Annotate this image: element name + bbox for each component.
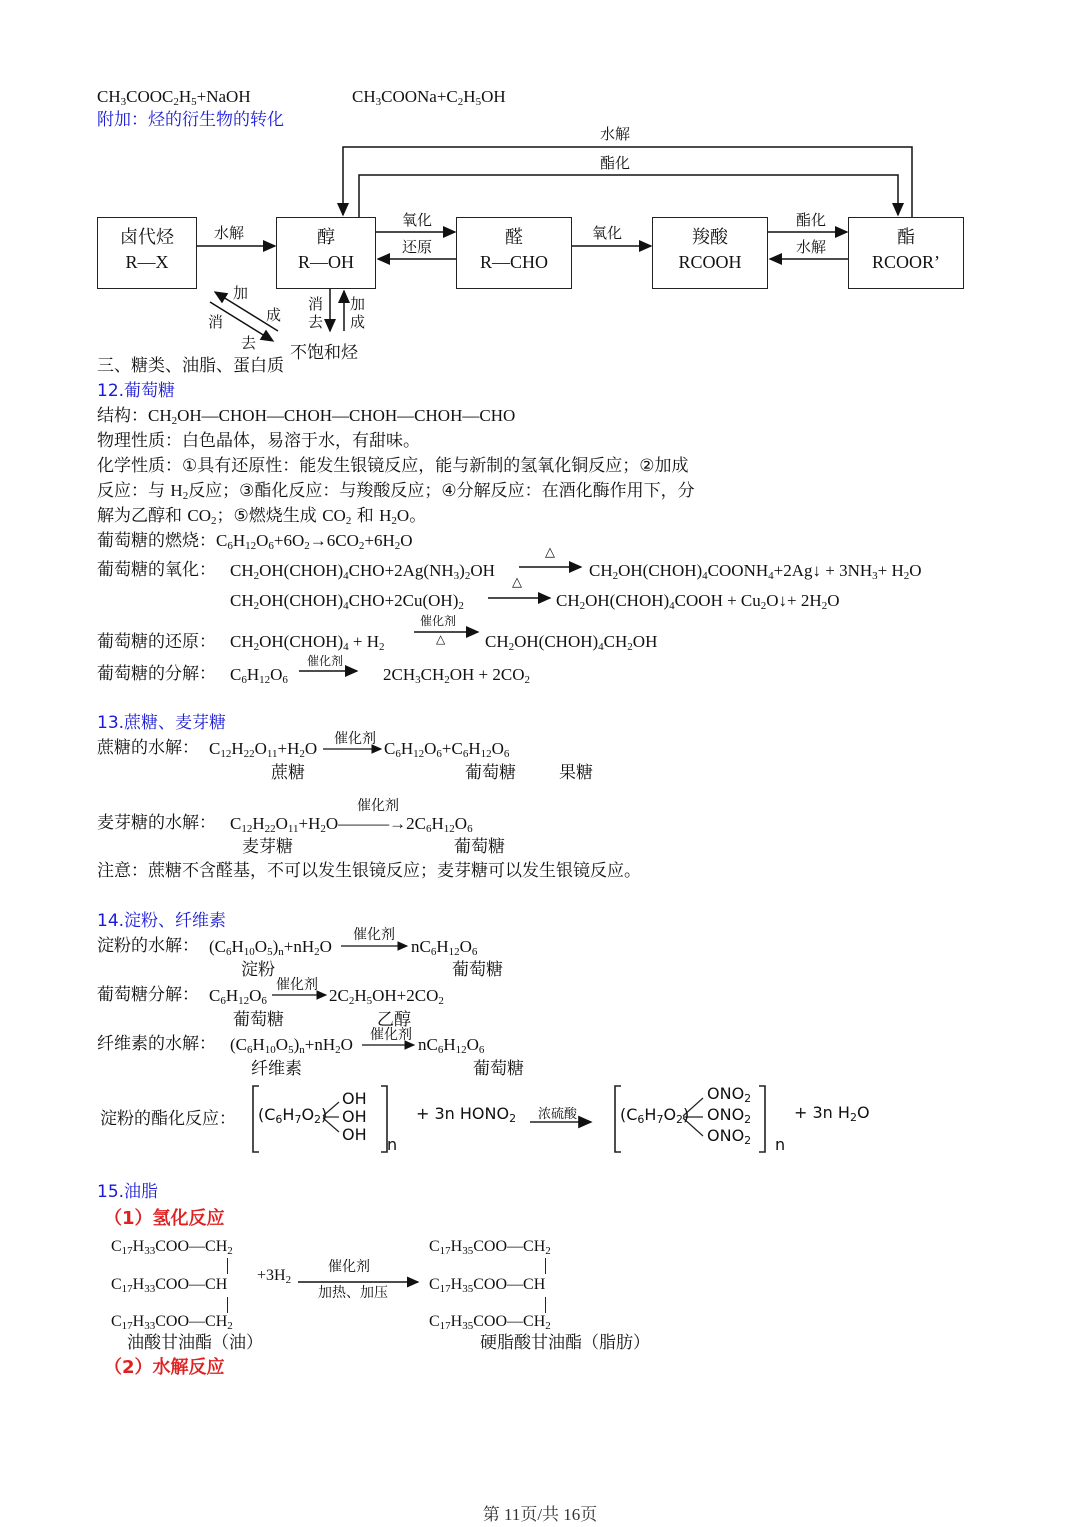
ester-n-right: n [775,1135,786,1154]
diag-elim-2: 去 [241,334,257,352]
arrow-label-34: 氧化 [592,224,623,242]
oleic-row1: $C_{17}H_{33}COO—CH_2$ [111,1238,233,1257]
s12-dec-left: $C_6H_{12}O_6$ [230,665,288,686]
s13-suc-right: $C_6H_{12}O_6+C_6H_{12}O_6$ [384,739,510,760]
box-halide-formula: R—X [125,252,169,272]
top-reaction-left: $CH_3COOC_2H_5+NaOH$ [97,87,251,108]
heat-symbol-3: △ [436,632,446,646]
s14-starch-name1: 淀粉 [241,960,275,980]
s14-gdec-left: $C_6H_{12}O_6$ [209,986,267,1007]
catalyst-label-6: 催化剂 [276,977,318,993]
s12-red-right: $CH_2OH(CHOH)_4CH_2OH$ [485,632,658,653]
vert-add-1: 加 [350,295,366,313]
s13-mal-label: 麦芽糖的水解： [97,813,216,833]
ester-core-left: $(C_6H_7O_2)$ [258,1105,328,1126]
arrow-label-45-top: 酯化 [796,211,827,229]
oleic-bond1 [227,1258,228,1274]
s15-title: 15.油脂 [97,1182,159,1202]
box-ester-formula: RCOOR’ [871,252,940,272]
unsaturated-hc: 不饱和烃 [290,343,358,363]
s12-ox1-left: $CH_2OH(CHOH)_4CHO+2Ag(NH_3)_2OH$ [230,561,495,582]
catalyst-label-5: 催化剂 [353,927,395,943]
s14-starch-arrow [341,924,411,948]
box-ester-name: 酯 [897,227,915,248]
box-aldehyde-formula: R—CHO [479,252,548,272]
ester-n-left: n [387,1135,398,1154]
s13-mal-name1: 麦芽糖 [242,837,293,857]
s12-ox1-arrow [519,545,587,573]
s12-ox-label: 葡萄糖的氧化： [97,560,216,580]
stearic-row2: $C_{17}H_{35}COO—CH$ [429,1276,546,1295]
ester-plus-h2o: + 3n $H_2O$ [794,1103,870,1124]
box-alcohol-name: 醇 [317,227,335,248]
s14-cell-arrow [362,1024,418,1048]
s12-chem-line1: 化学性质：①具有还原性：能发生银镜反应，能与新制的氢氧化铜反应；②加成 [97,456,689,476]
s13-title: 13.蔗糖、麦芽糖 [97,713,227,733]
transformation-diagram [0,0,1080,370]
s12-dec-label: 葡萄糖的分解： [97,664,216,684]
s13-mal-eq: $C_{12}H_{22}O_{11}+H_2O———\to 2C_6H_{12}O_6$ [230,814,473,835]
s12-ox1-right: $CH_2OH(CHOH)_4COONH_4+2Ag↓ + 3NH_3+ H_2O$ [589,561,922,582]
stearic-bond2 [545,1297,546,1313]
box-aldehyde [456,217,572,289]
box-alcohol [276,217,376,289]
box-aldehyde-name: 醛 [505,227,523,248]
heat-symbol: △ [545,545,555,560]
box-halide [97,217,197,289]
s14-cell-label: 纤维素的水解： [97,1034,216,1054]
vert-elim-1: 消 [308,295,324,313]
s12-chem-line3: 解为乙醇和 $CO_2$；⑤燃烧生成 $CO_2$ 和 $H_2O$。 [97,506,427,527]
s12-burn: 葡萄糖的燃烧：$C_6H_{12}O_6+6O_2\to 6CO_2+6H_2O$ [97,531,413,552]
s12-ox2-right: $CH_2OH(CHOH)_4COOH$ + $Cu_2O↓+ 2H_2O$ [556,591,840,612]
cond-heat-pressure: 加热、加压 [318,1285,388,1301]
s13-suc-left: $C_{12}H_{22}O_{11}+H_2O$ [209,739,318,760]
s14-starch-name2: 葡萄糖 [452,960,503,980]
appendix-title: 附加：烃的衍生物的转化 [97,110,284,130]
s14-cell-name1: 纤维素 [251,1059,302,1079]
s12-red-label: 葡萄糖的还原： [97,632,216,652]
s12-structure: 结构：$CH_2OH—CHOH—CHOH—CHOH—CHOH—CHO$ [97,406,516,427]
s12-red-left: $CH_2OH(CHOH)_4 + H_2$ [230,632,385,653]
oleic-bond2 [227,1297,228,1313]
s15-sub1: （1）氢化反应 [104,1208,225,1229]
s12-red-arrow [414,612,484,648]
label-esterify-loop: 酯化 [600,154,631,172]
vert-elim-2: 去 [308,313,324,331]
s13-suc-label: 蔗糖的水解： [97,738,199,758]
s14-cell-name2: 葡萄糖 [473,1059,524,1079]
name-stearic: 硬脂酸甘油酯（脂肪） [480,1333,650,1353]
heat-symbol-2: △ [512,575,522,590]
ester-core-right: $(C_6H_7O_2)$ [620,1105,690,1126]
catalyst-label-2: 催化剂 [307,654,344,668]
catalyst-label-7: 催化剂 [370,1027,412,1043]
s14-starch-right: $nC_6H_{12}O_6$ [411,937,478,958]
ester-cat-label: 浓硫酸 [538,1107,578,1122]
box-halide-name: 卤代烃 [120,227,174,248]
arrow-label-45-bot: 水解 [796,238,827,256]
box-alcohol-formula: R—OH [297,252,354,272]
s12-dec-right: $2CH_3CH_2OH + 2CO_2$ [383,665,531,686]
s14-gdec-name2: 乙醇 [377,1010,411,1030]
s13-mal-name2: 葡萄糖 [454,837,505,857]
ester-ono2-1: $ONO_2$ [707,1084,752,1105]
catalyst-label: 催化剂 [420,614,457,628]
s14-gdec-right: $2C_2H_5OH+2CO_2$ [329,986,444,1007]
s14-gdec-arrow [272,974,330,998]
box-acid [652,217,768,289]
diag-elim-1: 消 [208,313,224,331]
catalyst-label-3: 催化剂 [334,731,376,747]
diag-add-2: 成 [266,306,282,324]
s14-cell-left: $(C_6H_{10}O_5)_n+nH_2O$ [230,1035,353,1056]
oleic-row3: $C_{17}H_{33}COO—CH_2$ [111,1313,233,1332]
s12-dec-arrow [299,652,363,676]
ester-ono2-3: $ONO_2$ [707,1126,752,1147]
s13-suc-name2: 葡萄糖 [465,763,516,783]
s13-suc-name3: 果糖 [559,763,593,783]
s13-suc-arrow [323,728,385,752]
stearic-row3: $C_{17}H_{35}COO—CH_2$ [429,1313,551,1332]
diag-add-1: 加 [233,284,249,302]
ester-plus-hono2: + 3n $HONO_2$ [416,1104,517,1125]
s12-ox2-arrow [488,575,556,604]
arrow-label-23-bot: 还原 [402,238,433,256]
catalyst-label-4: 催化剂 [357,798,399,814]
s14-gdec-label: 葡萄糖分解： [97,985,199,1005]
s14-ester-label: 淀粉的酯化反应： [100,1109,236,1129]
s14-gdec-name1: 葡萄糖 [233,1010,284,1030]
top-reaction-right: $CH_3COONa+C_2H_5OH$ [352,87,506,108]
plus-3h2: $+3H_2$ [257,1267,292,1286]
s13-suc-name1: 蔗糖 [271,763,305,783]
arrow-label-23-top: 氧化 [402,211,433,229]
s14-starch-label: 淀粉的水解： [97,936,199,956]
box-acid-name: 羧酸 [692,227,728,248]
s12-ox2-left: $CH_2OH(CHOH)_4CHO+2Cu(OH)_2$ [230,591,464,612]
oleic-row2: $C_{17}H_{33}COO—CH$ [111,1276,228,1295]
s14-starch-left: $(C_6H_{10}O_5)_n+nH_2O$ [209,937,332,958]
s13-note: 注意：蔗糖不含醛基，不可以发生银镜反应；麦芽糖可以发生银镜反应。 [97,861,641,881]
ester-oh-2: OH [342,1107,367,1126]
vert-add-2: 成 [350,313,366,331]
stearic-row1: $C_{17}H_{35}COO—CH_2$ [429,1238,551,1257]
box-ester [848,217,964,289]
s14-cell-right: $nC_6H_{12}O_6$ [418,1035,485,1056]
s12-chem-line2: 反应：与 $H_2$反应；③酯化反应：与羧酸反应；④分解反应：在酒化酶作用下，分 [97,481,695,502]
stearic-bond1 [545,1258,546,1274]
ester-oh-3: OH [342,1125,367,1144]
page-footer: 第 11页/共 16页 [482,1505,598,1524]
s12-physical: 物理性质：白色晶体，易溶于水，有甜味。 [97,431,420,451]
name-oleic: 油酸甘油酯（油） [127,1333,263,1353]
arrow-label-12: 水解 [214,224,245,242]
s15-sub2: （2）水解反应 [104,1357,225,1378]
section3-title: 三、糖类、油脂、蛋白质 [97,356,284,376]
s14-title: 14.淀粉、纤维素 [97,911,227,931]
ester-ono2-2: $ONO_2$ [707,1105,752,1126]
ester-oh-1: OH [342,1089,367,1108]
box-acid-formula: RCOOH [678,252,742,272]
label-hydrolysis-loop: 水解 [600,125,631,143]
cond-catalyst: 催化剂 [328,1259,370,1275]
s12-title: 12.葡萄糖 [97,381,176,401]
